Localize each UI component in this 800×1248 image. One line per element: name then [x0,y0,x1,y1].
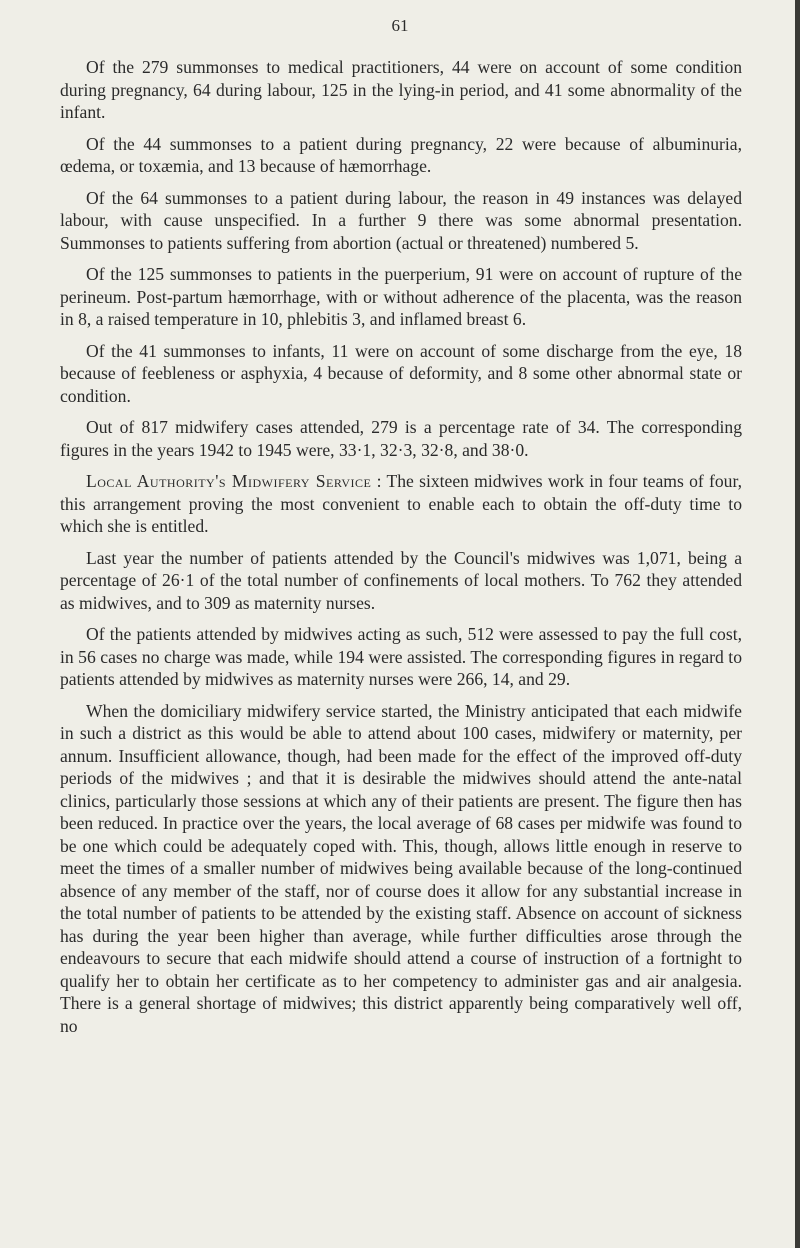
paragraph-cost-assessment: Of the patients attended by midwives acting as such, 512 were assessed to pay the full cost, in 56 cases no charge was made, while 194 were assisted. The corresponding figures in regard to patients attended by midwives as maternity nurses were 266, 14, and 29. [60,624,742,689]
section-heading-text: The sixteen midwives work in four teams of four, this arrangement proving the most convenient to enable each to obtain the off-duty time to which she is entitled. [60,471,742,536]
paragraph-midwifery-service [60,470,742,538]
page-edge [795,0,800,1248]
page-number: 61 [391,16,409,35]
paragraph-summonses-overview: Of the 279 summonses to medical practitioners, 44 were on account of some condition during pregnancy, 64 during labour, 125 in the lying-in period, and 41 some abnormality of the infant. [60,57,742,122]
section-heading: Local Authority's Midwifery Service [86,471,372,491]
body-text [60,56,742,1046]
heading-separator: : [371,471,387,491]
paragraph-percentage-rate: Out of 817 midwifery cases attended, 279 is a percentage rate of 34. The corresponding figures in the years 1942 to 1945 were, 33·1, 32·3, 32·8, and 38·0. [60,417,742,460]
paragraph-infants: Of the 41 summonses to infants, 11 were on account of some discharge from the eye, 18 because of feebleness or asphyxia, 4 because of deformity, and 8 some other abnormal state or condition. [60,340,742,406]
paragraph-puerperium: Of the 125 summonses to patients in the puerperium, 91 were on account of rupture of the perineum. Post-partum hæmorrhage, with or without adherence of the placenta, was the reason in 8, a raised temperature in 10, phlebitis 3, and inflamed breast 6. [60,264,742,329]
paragraph-labour: Of the 64 summonses to a patient during labour, the reason in 49 instances was delayed labour, with cause unspecified. In a further 9 there was some abnormal presentation. Summonses to patients suffering from abortion (actual or threatened) numbered 5. [60,187,742,253]
paragraph-domiciliary-service: When the domiciliary midwifery service started, the Ministry anticipated that each midwife in such a district as this would be able to attend about 100 cases, midwifery or maternity, per annum. Insufficient allowance, though, had been made for the effect of the improved off-duty periods of the midwives ; and that it is desirable the midwives should attend the ante-natal clinics, particularly those sessions at which any of their patients are present. The figure then has been reduced. In practice over the years, the local average of 68 cases per midwife was found to be one which could be adequately coped with. This, though, allows little enough in reserve to meet the times of a smaller number of midwives being available because of the long-continued absence of any member of the staff, nor of course does it allow for any substantial increase in the total number of patients to be attended by the existing staff. Absence on account of sickness has during the year been higher than average, while further difficulties arose through the endeavours to secure that each midwife should attend a course of instruction of a fortnight to qualify her to obtain her certificate as to her competency to administer gas and air analgesia. There is a general shortage of midwives; this district apparently being comparatively well off, no [60,700,742,1036]
paragraph-patients-attended: Last year the number of patients attended by the Council's midwives was 1,071, being a percentage of 26·1 of the total number of confinements of local mothers. To 762 they attended as midwives, and to 309 as maternity nurses. [60,547,742,613]
paragraph-pregnancy: Of the 44 summonses to a patient during pregnancy, 22 were because of albuminuria, œdema, or toxæmia, and 13 because of hæmorrhage. [60,133,742,176]
